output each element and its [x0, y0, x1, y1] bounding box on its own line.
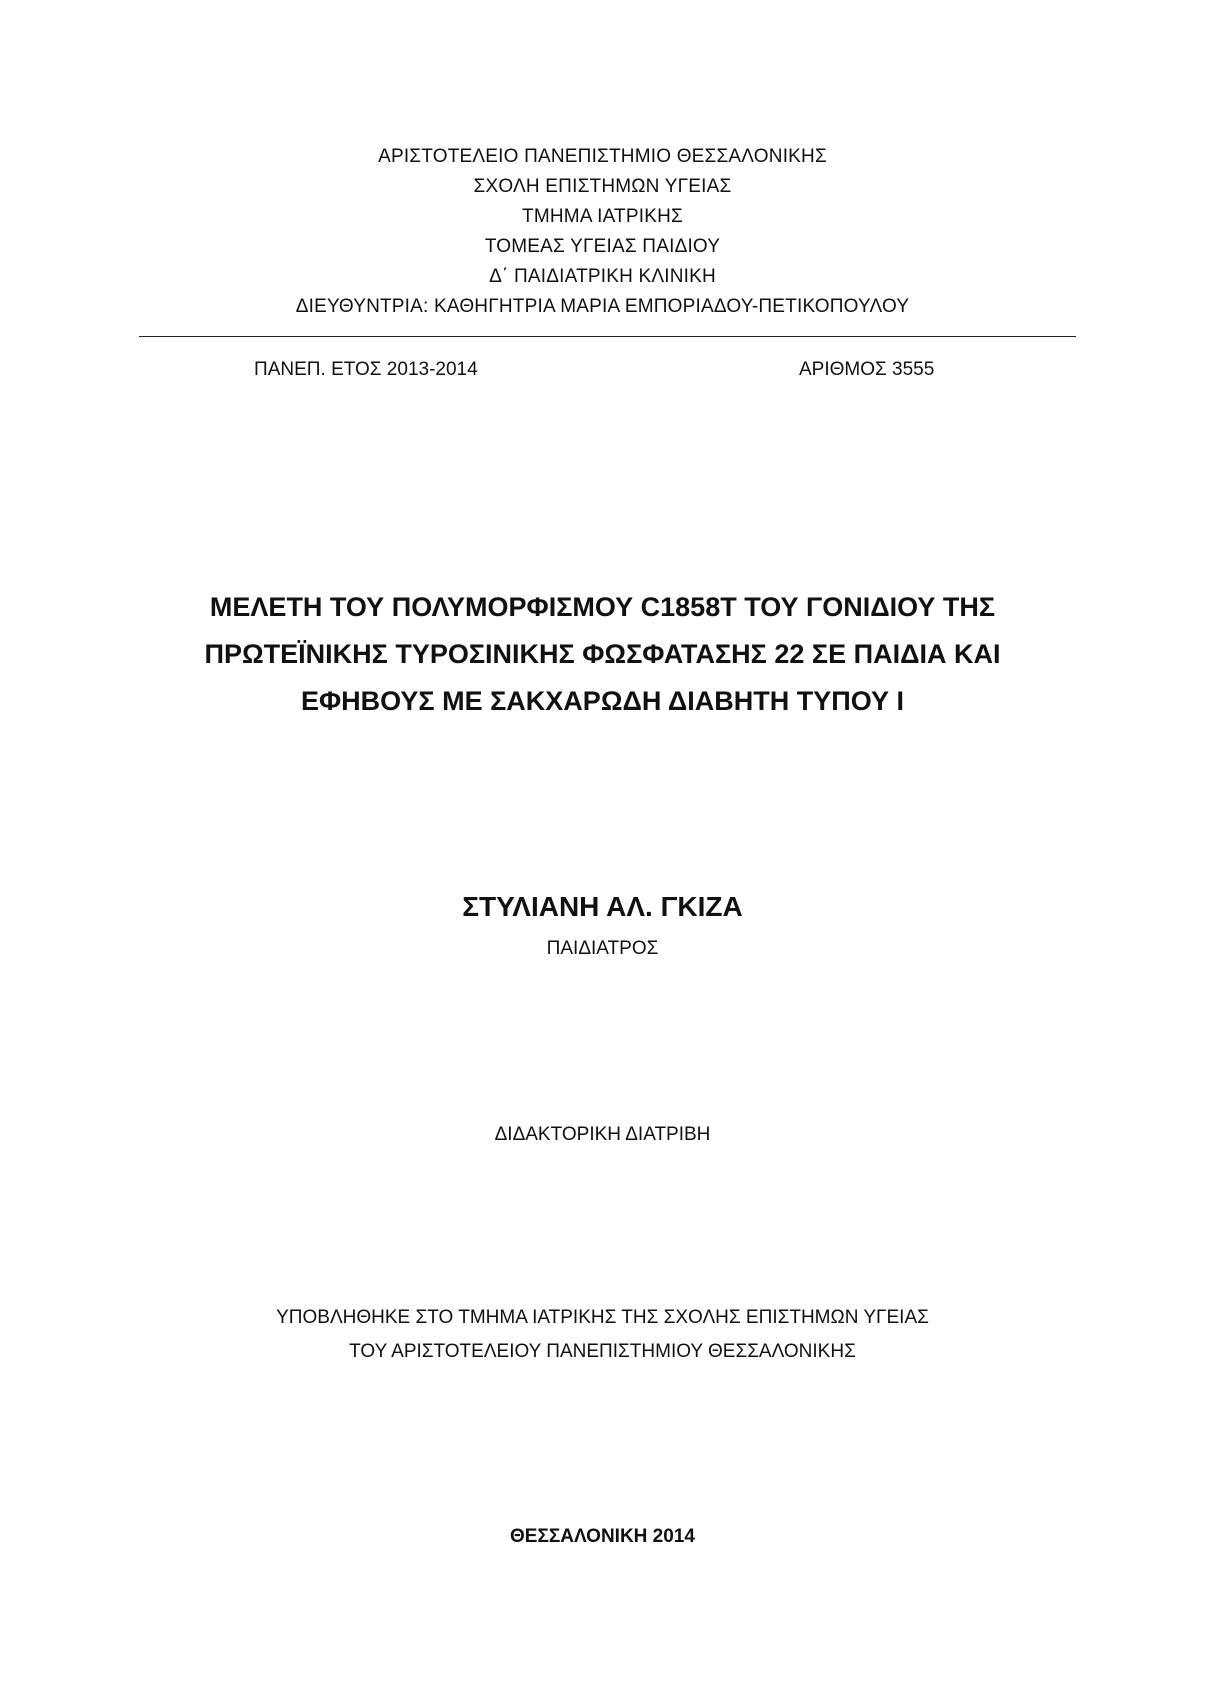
- university-name: ΑΡΙΣΤΟΤΕΛΕΙΟ ΠΑΝΕΠΙΣΤΗΜΙΟ ΘΕΣΣΑΛΟΝΙΚΗΣ: [378, 146, 827, 167]
- academic-year: ΠΑΝΕΠ. ΕΤΟΣ 2013-2014: [254, 359, 478, 380]
- header-divider: [139, 336, 1076, 337]
- submission-line: ΥΠΟΒΛΗΘΗΚΕ ΣΤΟ ΤΜΗΜΑ ΙΑΤΡΙΚΗΣ ΤΗΣ ΣΧΟΛΗΣ ΕΠΙΣΤΗΜΩΝ ΥΓΕΙΑΣ: [276, 1307, 929, 1328]
- institution-header: [0, 142, 1205, 322]
- director-line: ΔΙΕΥΘΥΝΤΡΙΑ: ΚΑΘΗΓΗΤΡΙΑ ΜΑΡΙΑ ΕΜΠΟΡΙΑΔΟΥ-ΠΕΤΙΚΟΠΟΥΛΟΥ: [295, 296, 910, 317]
- document-type: ΔΙΔΑΚΤΟΡΙΚΗ ΔΙΑΤΡΙΒΗ: [494, 1124, 711, 1145]
- thesis-title-line: ΕΦΗΒΟΥΣ ΜΕ ΣΑΚΧΑΡΩΔΗ ΔΙΑΒΗΤΗ ΤΥΠΟΥ Ι: [300, 686, 905, 716]
- sector-name: ΤΟΜΕΑΣ ΥΓΕΙΑΣ ΠΑΙΔΙΟΥ: [484, 236, 721, 257]
- school-name: ΣΧΟΛΗ ΕΠΙΣΤΗΜΩΝ ΥΓΕΙΑΣ: [473, 176, 732, 197]
- author-role: ΠΑΙΔΙΑΤΡΟΣ: [546, 938, 659, 959]
- clinic-name: Δ΄ ΠΑΙΔΙΑΤΡΙΚΗ ΚΛΙΝΙΚΗ: [489, 266, 716, 287]
- submission-statement: [0, 1301, 1205, 1369]
- place-and-year: ΘΕΣΣΑΛΟΝΙΚΗ 2014: [510, 1526, 695, 1547]
- thesis-title-line: ΠΡΩΤΕΪΝΙΚΗΣ ΤΥΡΟΣΙΝΙΚΗΣ ΦΩΣΦΑΤΑΣΗΣ 22 ΣΕ ΠΑΙΔΙΑ ΚΑΙ: [204, 639, 1001, 669]
- thesis-title: [80, 584, 1125, 725]
- author-name: ΣΤΥΛΙΑΝΗ ΑΛ. ΓΚΙΖΑ: [462, 891, 743, 922]
- thesis-title-line: ΜΕΛΕΤΗ ΤΟΥ ΠΟΛΥΜΟΡΦΙΣΜΟΥ C1858T ΤΟΥ ΓΟΝΙΔΙΟΥ ΤΗΣ: [209, 592, 996, 622]
- submission-line: ΤΟΥ ΑΡΙΣΤΟΤΕΛΕΙΟΥ ΠΑΝΕΠΙΣΤΗΜΙΟΥ ΘΕΣΣΑΛΟΝΙΚΗΣ: [349, 1341, 856, 1362]
- thesis-number: ΑΡΙΘΜΟΣ 3555: [799, 359, 935, 380]
- department-name: ΤΜΗΜΑ ΙΑΤΡΙΚΗΣ: [522, 206, 683, 227]
